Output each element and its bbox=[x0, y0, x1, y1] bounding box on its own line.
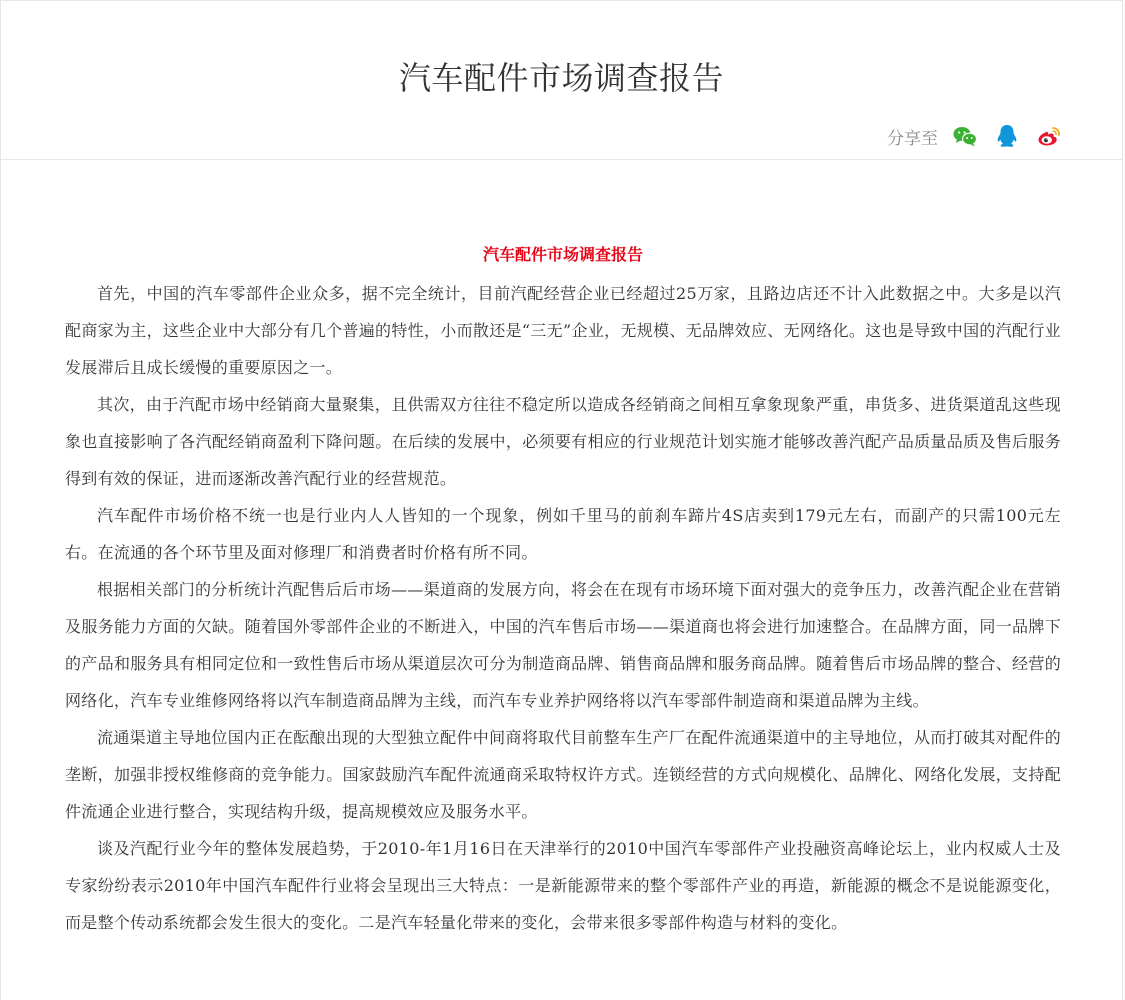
page-title: 汽车配件市场调查报告 bbox=[398, 59, 724, 97]
share-bar bbox=[887, 122, 1062, 150]
article-paragraph: 汽车配件市场价格不统一也是行业内人人皆知的一个现象，例如千里马的前刹车蹄片4S店卖到179元左右，而副产的只需100元左右。在流通的各个环节里及面对修理厂和消费者时价格有所不同。 bbox=[65, 506, 1061, 562]
qq-icon[interactable] bbox=[994, 123, 1020, 149]
weibo-icon[interactable] bbox=[1036, 123, 1062, 149]
article-heading: 汽车配件市场调查报告 bbox=[482, 245, 643, 264]
wechat-icon[interactable] bbox=[952, 123, 978, 149]
article-paragraph: 流通渠道主导地位国内正在酝酿出现的大型独立配件中间商将取代目前整车生产厂在配件流通渠道中的主导地位，从而打破其对配件的垄断，加强非授权维修商的竞争能力。国家鼓励汽车配件流通商采取特权许方式。连锁经营的方式向规模化、品牌化、网络化发展，支持配件流通企业进行整合，实现结构升级，提高规模效应及服务水平。 bbox=[65, 728, 1061, 821]
header bbox=[1, 1, 1122, 160]
article-paragraph: 其次，由于汽配市场中经销商大量聚集，且供需双方往往不稳定所以造成各经销商之间相互拿象现象严重，串货多、进货渠道乱这些现象也直接影响了各汽配经销商盈利下降问题。在后续的发展中，必须要有相应的行业规范计划实施才能够改善汽配产品质量品质及售后服务得到有效的保证，进而逐渐改善汽配行业的经营规范。 bbox=[65, 395, 1061, 488]
article-paragraph: 谈及汽配行业今年的整体发展趋势，于2010-年1月16日在天津举行的2010中国汽车零部件产业投融资高峰论坛上，业内权威人士及专家纷纷表示2010年中国汽车配件行业将会呈现出三大特点：一是新能源带来的整个零部件产业的再造，新能源的概念不是说能源变化，而是整个传动系统都会发生很大的变化。二是汽车轻量化带来的变化，会带来很多零部件构造与材料的变化。 bbox=[65, 839, 1061, 932]
article-content bbox=[65, 241, 1061, 941]
article-paragraph: 首先，中国的汽车零部件企业众多，据不完全统计，目前汽配经营企业已经超过25万家，且路边店还不计入此数据之中。大多是以汽配商家为主，这些企业中大部分有几个普遍的特性，小而散还是“三无”企业，无规模、无品牌效应、无网络化。这也是导致中国的汽配行业发展滞后且成长缓慢的重要原因之一。 bbox=[65, 284, 1061, 377]
share-label: 分享至 bbox=[887, 128, 938, 149]
article-paragraph: 根据相关部门的分析统计汽配售后后市场——渠道商的发展方向，将会在在现有市场环境下面对强大的竞争压力，改善汽配企业在营销及服务能力方面的欠缺。随着国外零部件企业的不断进入，中国的汽车售后市场——渠道商也将会进行加速整合。在品牌方面，同一品牌下的产品和服务具有相同定位和一致性售后市场从渠道层次可分为制造商品牌、销售商品牌和服务商品牌。随着售后市场品牌的整合、经营的网络化，汽车专业维修网络将以汽车制造商品牌为主线，而汽车专业养护网络将以汽车零部件制造商和渠道品牌为主线。 bbox=[65, 580, 1061, 710]
